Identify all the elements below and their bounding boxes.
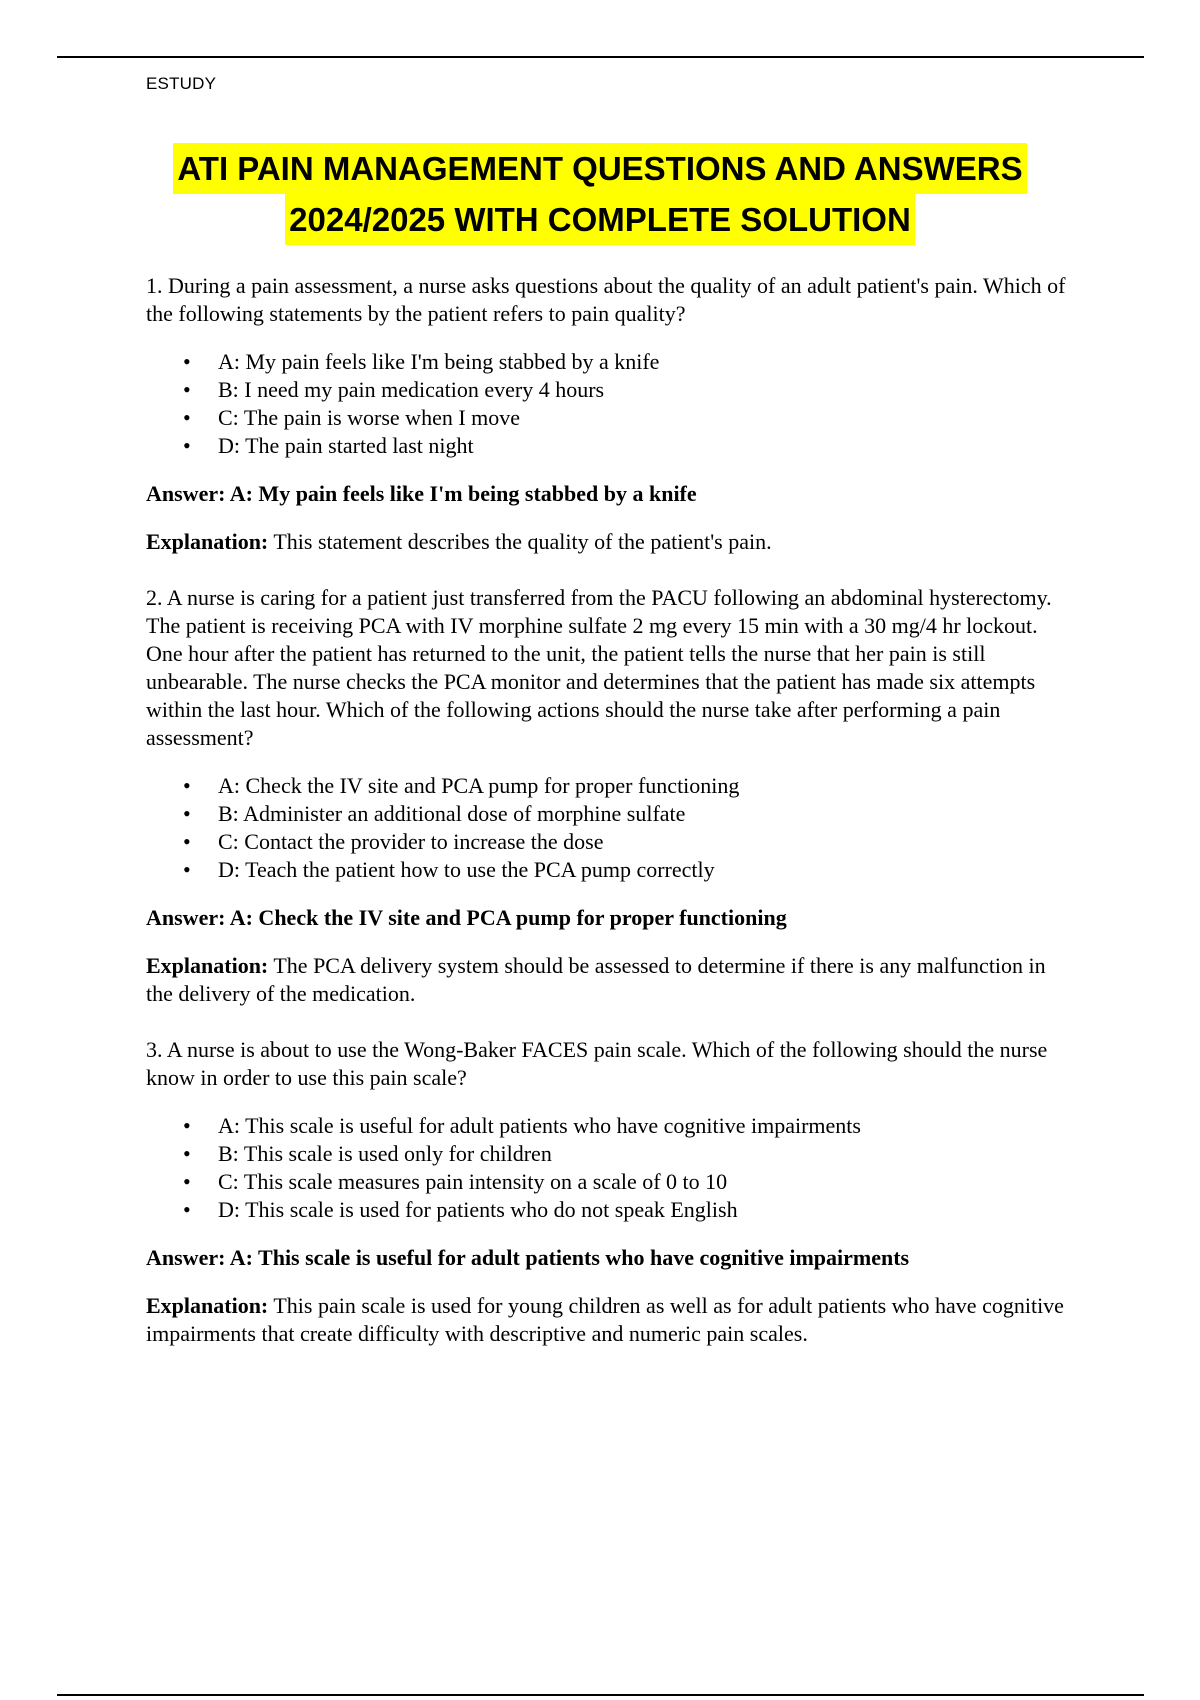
question-text: 2. A nurse is caring for a patient just transferred from the PACU following an abdominal hysterectomy. The patient is receiving PCA with IV morphine sulfate 2 mg every 15 min with a 30 mg/4 hr lockout. One hour after the patient has returned to the unit, the patient tells the nurse that her pain is still unbearable. The nurse checks the PCA monitor and determines that the patient has made six attempts within the last hour. Which of the following actions should the nurse take after performing a pain assessment? bbox=[146, 585, 1052, 750]
explanation-text: The PCA delivery system should be assessed to determine if there is any malfunction in the delivery of the medication. bbox=[146, 953, 1046, 1006]
option-text: D: The pain started last night bbox=[218, 433, 474, 458]
option-text: D: Teach the patient how to use the PCA pump correctly bbox=[218, 857, 715, 882]
bullet-icon: • bbox=[183, 829, 191, 854]
bullet-icon: • bbox=[183, 433, 191, 458]
document-title bbox=[100, 143, 1100, 245]
option-item bbox=[183, 856, 1076, 884]
answer-text: Answer: A: Check the IV site and PCA pump for proper functioning bbox=[146, 905, 787, 930]
explanation bbox=[146, 528, 1076, 556]
option-text: C: This scale measures pain intensity on a scale of 0 to 10 bbox=[218, 1169, 728, 1194]
bullet-icon: • bbox=[183, 1169, 191, 1194]
option-item bbox=[183, 1168, 1076, 1196]
options-list bbox=[146, 1112, 1076, 1224]
bullet-icon: • bbox=[183, 1141, 191, 1166]
option-text: B: Administer an additional dose of morphine sulfate bbox=[218, 801, 686, 826]
answer-text: Answer: A: My pain feels like I'm being stabbed by a knife bbox=[146, 481, 697, 506]
option-text: B: This scale is used only for children bbox=[218, 1141, 552, 1166]
top-rule bbox=[57, 56, 1144, 58]
option-text: C: Contact the provider to increase the dose bbox=[218, 829, 604, 854]
option-item bbox=[183, 1140, 1076, 1168]
option-item bbox=[183, 828, 1076, 856]
option-text: C: The pain is worse when I move bbox=[218, 405, 521, 430]
option-item bbox=[183, 772, 1076, 800]
bottom-rule bbox=[57, 1694, 1144, 1696]
title-line-1: ATI PAIN MANAGEMENT QUESTIONS AND ANSWERS bbox=[173, 143, 1026, 194]
explanation-text: This pain scale is used for young children as well as for adult patients who have cognitive impairments that create difficulty with descriptive and numeric pain scales. bbox=[146, 1293, 1064, 1346]
bullet-icon: • bbox=[183, 405, 191, 430]
explanation-label: Explanation: bbox=[146, 1293, 269, 1318]
bullet-icon: • bbox=[183, 801, 191, 826]
option-item bbox=[183, 432, 1076, 460]
option-text: A: Check the IV site and PCA pump for proper functioning bbox=[218, 773, 740, 798]
explanation-label: Explanation: bbox=[146, 953, 269, 978]
bullet-icon: • bbox=[183, 1197, 191, 1222]
option-text: B: I need my pain medication every 4 hours bbox=[218, 377, 605, 402]
bullet-icon: • bbox=[183, 1113, 191, 1138]
options-list bbox=[146, 348, 1076, 460]
options-list bbox=[146, 772, 1076, 884]
bullet-icon: • bbox=[183, 773, 191, 798]
explanation-text: This statement describes the quality of the patient's pain. bbox=[268, 529, 772, 554]
bullet-icon: • bbox=[183, 857, 191, 882]
question-block-1 bbox=[146, 272, 1076, 556]
question-text: 1. During a pain assessment, a nurse asks questions about the quality of an adult patient's pain. Which of the following statements by the patient refers to pain quality? bbox=[146, 273, 1066, 326]
option-item bbox=[183, 376, 1076, 404]
answer-text: Answer: A: This scale is useful for adult patients who have cognitive impairments bbox=[146, 1245, 910, 1270]
option-item bbox=[183, 1196, 1076, 1224]
option-item bbox=[183, 800, 1076, 828]
bullet-icon: • bbox=[183, 377, 191, 402]
option-text: A: My pain feels like I'm being stabbed by a knife bbox=[218, 349, 660, 374]
explanation bbox=[146, 952, 1076, 1008]
explanation-label: Explanation: bbox=[146, 529, 269, 554]
option-text: A: This scale is useful for adult patients who have cognitive impairments bbox=[218, 1113, 861, 1138]
option-item bbox=[183, 348, 1076, 376]
explanation bbox=[146, 1292, 1076, 1348]
question-text: 3. A nurse is about to use the Wong-Baker FACES pain scale. Which of the following should the nurse know in order to use this pain scale? bbox=[146, 1037, 1048, 1090]
bullet-icon: • bbox=[183, 349, 191, 374]
questions-content bbox=[146, 272, 1076, 1376]
title-line-2: 2024/2025 WITH COMPLETE SOLUTION bbox=[285, 194, 915, 245]
option-item bbox=[183, 404, 1076, 432]
question-block-3 bbox=[146, 1036, 1076, 1348]
question-block-2 bbox=[146, 584, 1076, 1008]
option-text: D: This scale is used for patients who do not speak English bbox=[218, 1197, 738, 1222]
header-label: ESTUDY bbox=[146, 74, 217, 93]
option-item bbox=[183, 1112, 1076, 1140]
